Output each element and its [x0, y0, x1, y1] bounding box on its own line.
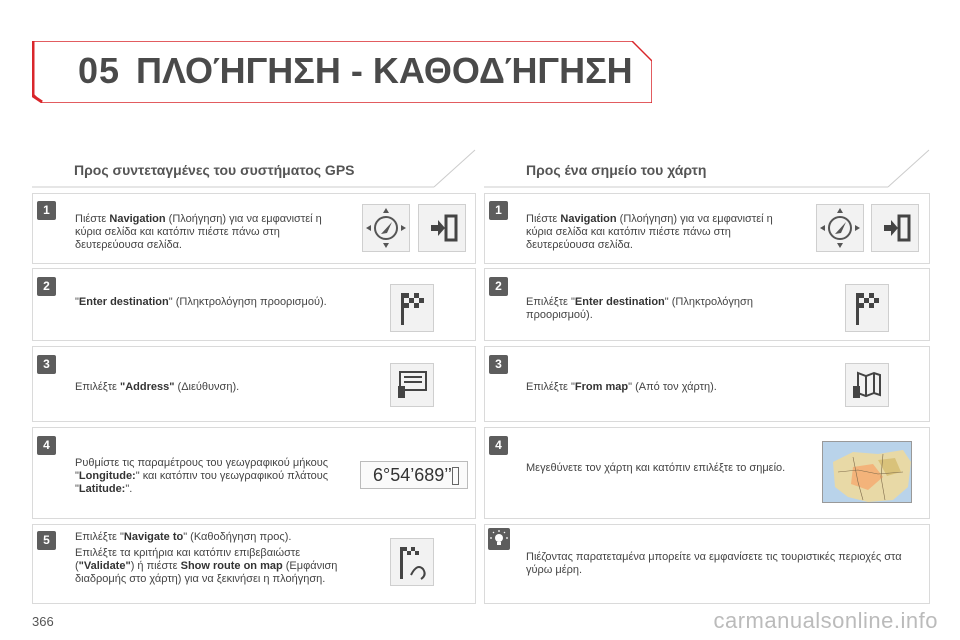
- next-page-icon: [871, 204, 919, 252]
- left-step-5-text: Επιλέξτε "Navigate to" (Καθοδήγηση προς).: [75, 531, 292, 543]
- coordinate-value: 6°54’689’’: [373, 465, 452, 485]
- coordinate-display: [360, 461, 468, 489]
- europe-map-icon: [822, 441, 912, 503]
- next-page-icon: [418, 204, 466, 252]
- cursor-icon: [452, 467, 459, 485]
- step-number-badge: 1: [37, 201, 56, 220]
- right-step-1-text: Πιέστε Navigation (Πλοήγηση) για να εμφανιστεί η κύρια σελίδα και κατόπιν πιέστε πάνω στη δευτερεύουσα σελίδα.: [526, 213, 773, 251]
- step-number-badge: 2: [37, 277, 56, 296]
- lightbulb-icon: [488, 528, 510, 550]
- chapter-number: 05: [78, 50, 121, 91]
- step-number-badge: 3: [37, 355, 56, 374]
- right-tip-text: Πιέζοντας παρατεταμένα μπορείτε να εμφανίσετε τις τουριστικές περιοχές στα γύρω μέρη.: [526, 551, 902, 576]
- left-step-2-text: "Enter destination" (Πληκτρολόγηση προορισμού).: [75, 296, 327, 308]
- step-number-badge: 2: [489, 277, 508, 296]
- page-number: 366: [32, 614, 54, 629]
- chapter-title: ΠΛΟΉΓΗΣΗ - ΚΑΘΟΔΉΓΗΣΗ: [136, 50, 633, 91]
- watermark: carmanualsonline.info: [713, 608, 938, 633]
- step-number-badge: 5: [37, 531, 56, 550]
- right-step-2-text: Επιλέξτε "Enter destination" (Πληκτρολόγηση προορισμού).: [526, 296, 753, 321]
- checkered-flag-icon: [845, 284, 889, 332]
- from-map-icon: [845, 363, 889, 407]
- step-number-badge: 4: [489, 436, 508, 455]
- checkered-flag-icon: [390, 284, 434, 332]
- right-step-3-text: Επιλέξτε "From map" (Από τον χάρτη).: [526, 381, 717, 393]
- left-step-5-text-2: Επιλέξτε τα κριτήρια και κατόπιν επιβεβαιώστε ("Validate") ή πιέστε Show route on map (Εμφάνιση διαδρομής στο χάρτη) για να ξεκινήσει η πλοήγηση.: [75, 547, 338, 585]
- left-step-4-text: Ρυθμίστε τις παραμέτρους του γεωγραφικού μήκους "Longitude:" και κατόπιν του γεωγραφικού πλάτους "Latitude:".: [75, 457, 329, 495]
- left-section-heading: Προς συντεταγμένες του συστήματος GPS: [74, 162, 355, 178]
- navigation-icon: [816, 204, 864, 252]
- step-number-badge: 1: [489, 201, 508, 220]
- address-keyboard-icon: [390, 363, 434, 407]
- left-step-3-text: Επιλέξτε "Address" (Διεύθυνση).: [75, 381, 240, 393]
- step-number-badge: 3: [489, 355, 508, 374]
- left-step-1-text: Πιέστε Navigation (Πλοήγηση) για να εμφανιστεί η κύρια σελίδα και κατόπιν πιέστε πάνω στη δευτερεύουσα σελίδα.: [75, 213, 322, 251]
- flag-route-icon: [390, 538, 434, 586]
- right-step-4-text: Μεγεθύνετε τον χάρτη και κατόπιν επιλέξτε το σημείο.: [526, 462, 786, 474]
- step-number-badge: 4: [37, 436, 56, 455]
- navigation-icon: [362, 204, 410, 252]
- right-section-heading: Προς ένα σημείο του χάρτη: [526, 162, 707, 178]
